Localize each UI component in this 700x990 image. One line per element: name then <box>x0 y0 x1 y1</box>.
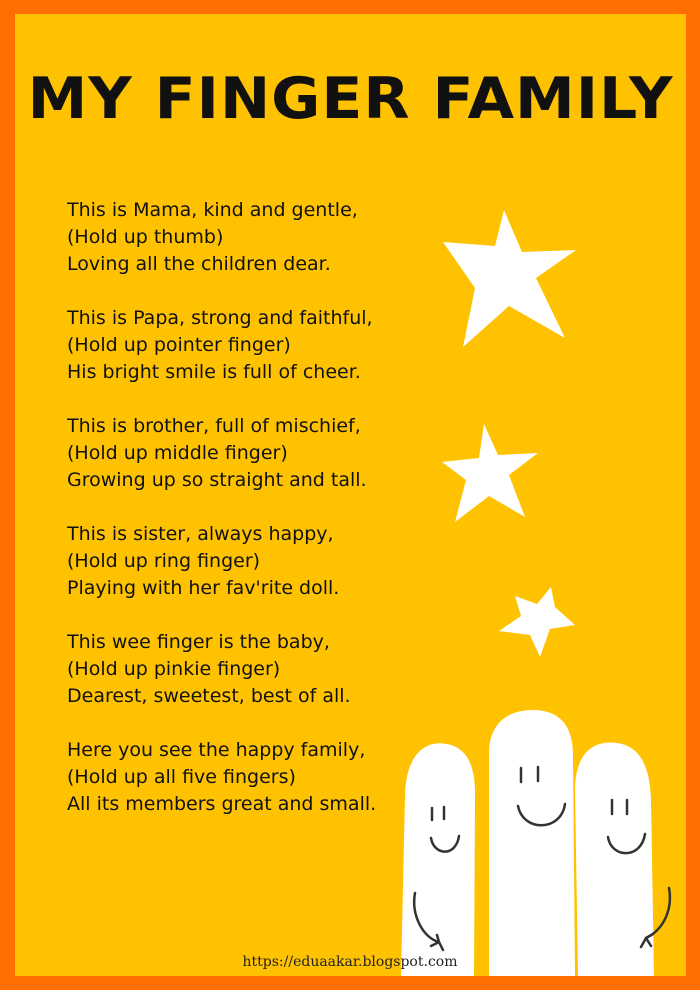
page-title: MY FINGER FAMILY <box>27 65 674 133</box>
poem-line: This is sister, always happy, <box>67 523 334 545</box>
poem-line: This is brother, full of mischief, <box>67 415 361 437</box>
poem-line: (Hold up pointer finger) <box>67 334 291 356</box>
poem-line: (Hold up middle finger) <box>67 442 288 464</box>
poem-line: Dearest, sweetest, best of all. <box>67 685 351 707</box>
finger-family-illustration <box>401 710 686 976</box>
poem-page <box>15 14 686 976</box>
finger-right <box>575 743 654 976</box>
poem-line: (Hold up pinkie finger) <box>67 658 281 680</box>
poem-line: His bright smile is full of cheer. <box>67 361 361 383</box>
poem-line: (Hold up ring finger) <box>67 550 261 572</box>
poem-line: Playing with her fav'rite doll. <box>67 577 340 599</box>
poem-line: This is Papa, strong and faithful, <box>67 307 373 329</box>
poem-line: All its members great and small. <box>67 793 377 815</box>
poem-line: This wee finger is the baby, <box>67 631 330 653</box>
poem-line: (Hold up thumb) <box>67 226 224 248</box>
footer-url: https://eduaakar.blogspot.com <box>242 954 458 970</box>
poem-line: This is Mama, kind and gentle, <box>67 199 358 221</box>
star-icon <box>443 210 576 347</box>
poem-line: Loving all the children dear. <box>67 253 331 275</box>
poem-line: Growing up so straight and tall. <box>67 469 367 491</box>
star-icon <box>442 424 538 522</box>
star-icon <box>499 587 575 657</box>
poem-line: Here you see the happy family, <box>67 739 366 761</box>
poem-line: (Hold up all five fingers) <box>67 766 296 788</box>
finger-middle <box>489 710 575 976</box>
